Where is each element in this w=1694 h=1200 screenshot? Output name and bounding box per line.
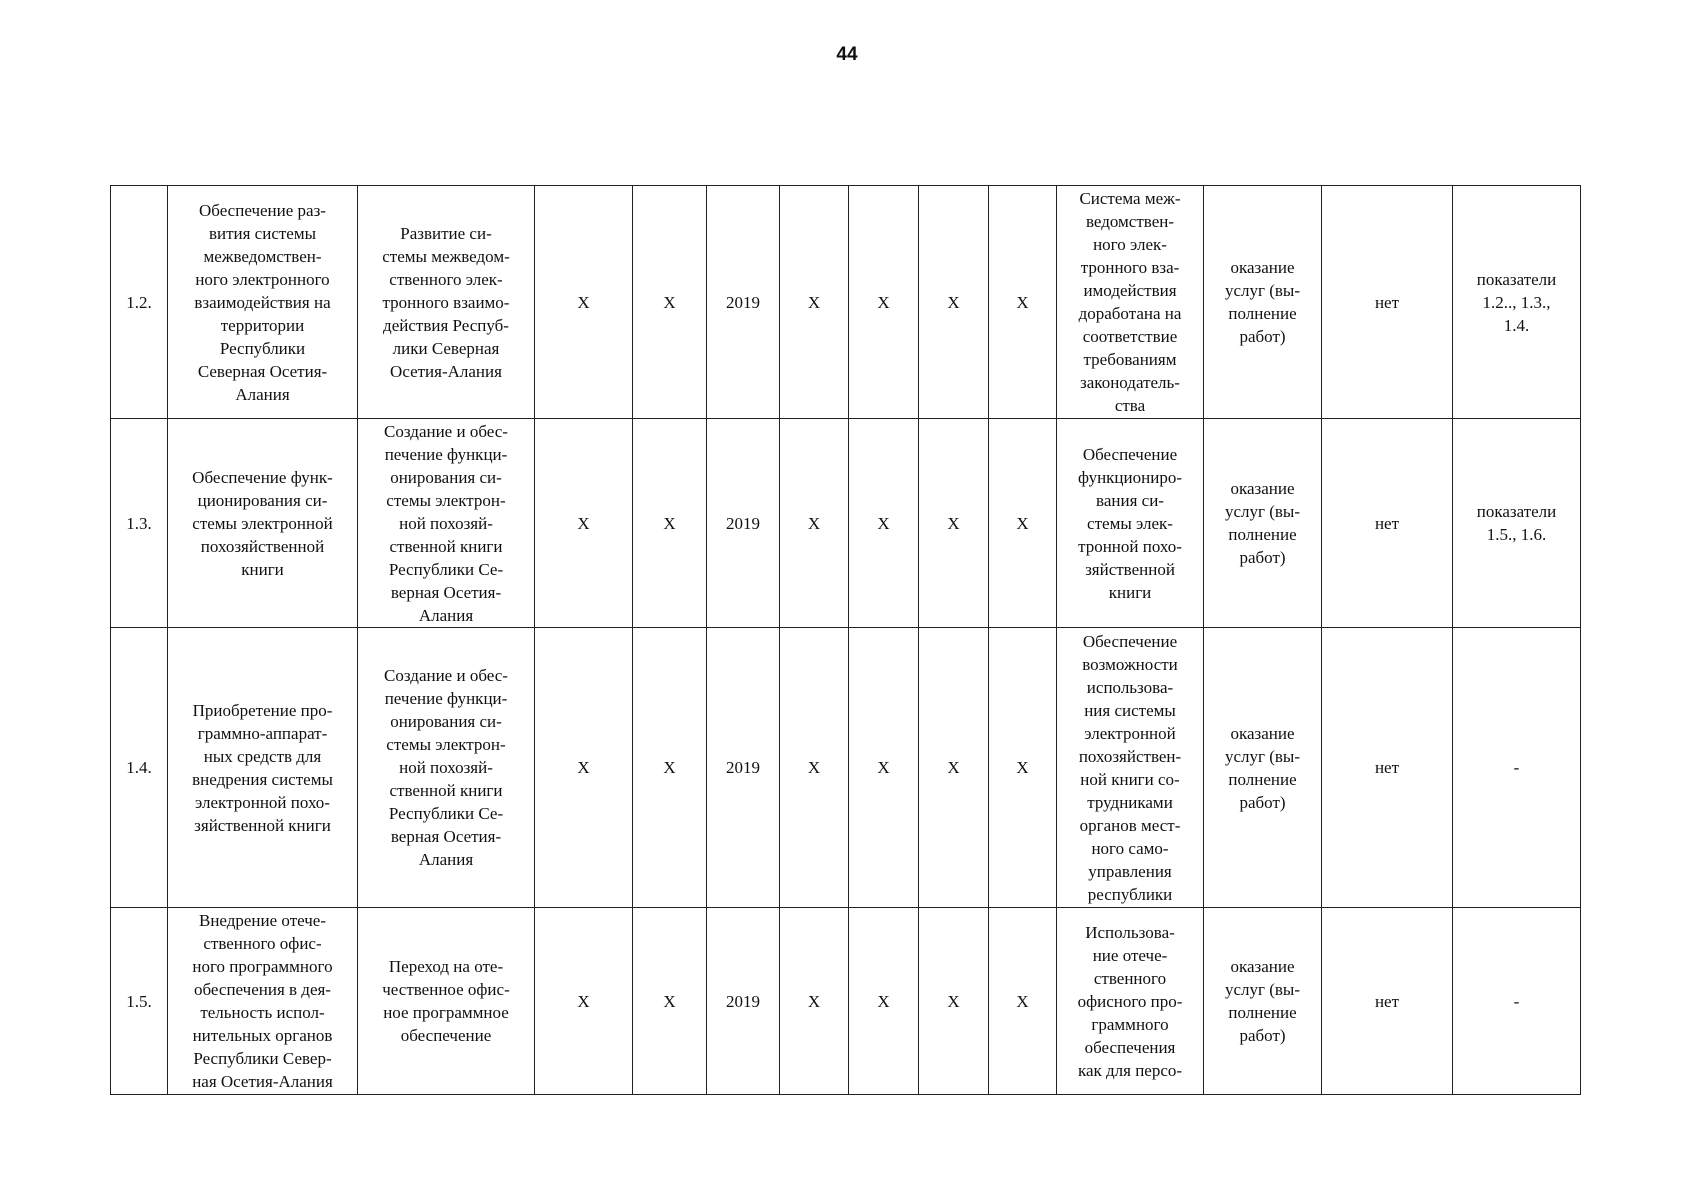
expected-result: Обеспечение возможности использова- ния системы электронной похозяйствен- ной книги со- трудниками органов мест- ного само- управления республики — [1057, 628, 1204, 908]
measure-name: Обеспечение раз- вития системы межведомствен- ного электронного взаимодействия на территории Республики Северная Осетия- Алания — [168, 186, 358, 419]
mark-cell: X — [633, 908, 707, 1095]
mark-cell: X — [989, 186, 1057, 419]
expected-result: Обеспечение функциониро- вания си- стемы элек- тронной похо- зяйственной книги — [1057, 419, 1204, 628]
mark-cell: X — [633, 186, 707, 419]
year-cell: 2019 — [707, 186, 780, 419]
flag-cell: нет — [1322, 419, 1453, 628]
mark-cell: X — [849, 419, 919, 628]
mark-cell: X — [535, 186, 633, 419]
mark-cell: X — [633, 628, 707, 908]
row-number: 1.2. — [111, 186, 168, 419]
program-measures-table — [110, 185, 1581, 1095]
indicators-cell: - — [1453, 628, 1581, 908]
mark-cell: X — [989, 628, 1057, 908]
year-cell: 2019 — [707, 908, 780, 1095]
activity-type: оказание услуг (вы- полнение работ) — [1204, 908, 1322, 1095]
flag-cell: нет — [1322, 628, 1453, 908]
activity-type: оказание услуг (вы- полнение работ) — [1204, 419, 1322, 628]
indicators-cell: - — [1453, 908, 1581, 1095]
indicators-cell: показатели 1.5., 1.6. — [1453, 419, 1581, 628]
mark-cell: X — [780, 628, 849, 908]
table-row — [111, 186, 1581, 419]
mark-cell: X — [535, 628, 633, 908]
mark-cell: X — [919, 419, 989, 628]
table-row — [111, 419, 1581, 628]
task-description: Создание и обес- печение функци- онирования си- стемы электрон- ной похозяй- ственной книги Республики Се- верная Осетия- Алания — [358, 628, 535, 908]
table-row — [111, 908, 1581, 1095]
activity-type: оказание услуг (вы- полнение работ) — [1204, 628, 1322, 908]
mark-cell: X — [989, 419, 1057, 628]
mark-cell: X — [849, 908, 919, 1095]
mark-cell: X — [780, 186, 849, 419]
row-number: 1.5. — [111, 908, 168, 1095]
mark-cell: X — [780, 419, 849, 628]
mark-cell: X — [633, 419, 707, 628]
row-number: 1.4. — [111, 628, 168, 908]
mark-cell: X — [849, 628, 919, 908]
task-description: Создание и обес- печение функци- онирования си- стемы электрон- ной похозяй- ственной книги Республики Се- верная Осетия- Алания — [358, 419, 535, 628]
mark-cell: X — [535, 908, 633, 1095]
measure-name: Приобретение про- граммно-аппарат- ных средств для внедрения системы электронной похо- зяйственной книги — [168, 628, 358, 908]
mark-cell: X — [919, 908, 989, 1095]
mark-cell: X — [849, 186, 919, 419]
flag-cell: нет — [1322, 908, 1453, 1095]
expected-result: Система меж- ведомствен- ного элек- тронного вза- имодействия доработана на соответствие требованиям законодатель- ства — [1057, 186, 1204, 419]
flag-cell: нет — [1322, 186, 1453, 419]
mark-cell: X — [919, 628, 989, 908]
mark-cell: X — [535, 419, 633, 628]
mark-cell: X — [919, 186, 989, 419]
mark-cell: X — [989, 908, 1057, 1095]
task-description: Переход на оте- чественное офис- ное программное обеспечение — [358, 908, 535, 1095]
year-cell: 2019 — [707, 419, 780, 628]
activity-type: оказание услуг (вы- полнение работ) — [1204, 186, 1322, 419]
expected-result: Использова- ние отече- ственного офисного про- граммного обеспечения как для персо- — [1057, 908, 1204, 1095]
year-cell: 2019 — [707, 628, 780, 908]
row-number: 1.3. — [111, 419, 168, 628]
task-description: Развитие си- стемы межведом- ственного элек- тронного взаимо- действия Респуб- лики Северная Осетия-Алания — [358, 186, 535, 419]
table-row — [111, 628, 1581, 908]
measure-name: Обеспечение функ- ционирования си- стемы электронной похозяйственной книги — [168, 419, 358, 628]
indicators-cell: показатели 1.2.., 1.3., 1.4. — [1453, 186, 1581, 419]
measure-name: Внедрение отече- ственного офис- ного программного обеспечения в дея- тельность испол- нительных органов Республики Север- ная Осетия-Алания — [168, 908, 358, 1095]
page-number: 44 — [836, 44, 858, 65]
mark-cell: X — [780, 908, 849, 1095]
